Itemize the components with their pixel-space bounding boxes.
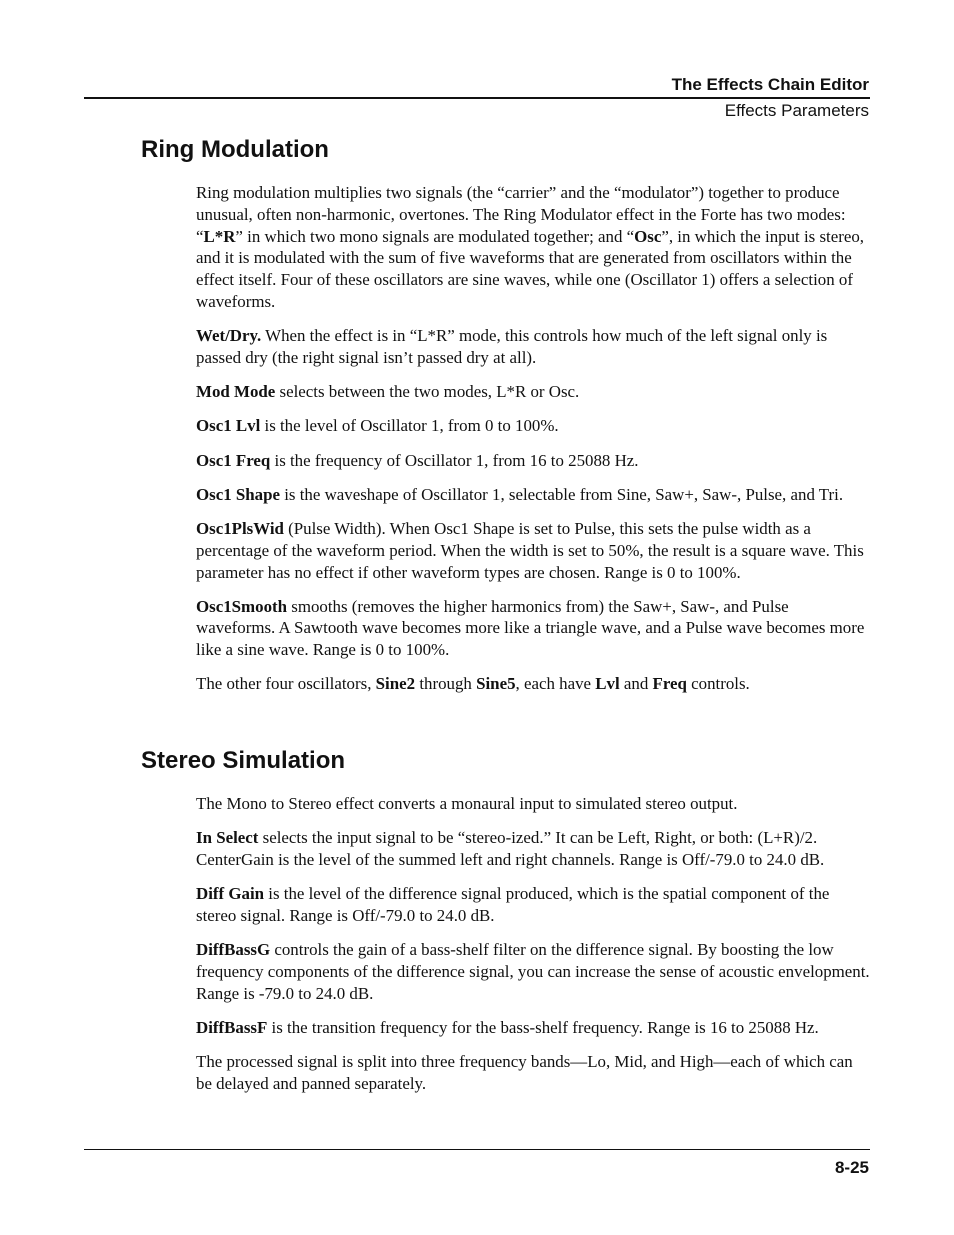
ring-modulation-body xyxy=(196,182,872,708)
param-wet-dry: Wet/Dry. When the effect is in “L*R” mode, this controls how much of the left signal only is passed dry (the right signal isn’t passed dry at all). xyxy=(196,326,828,367)
param-diff-gain: Diff Gain is the level of the difference signal produced, which is the spatial component of the stereo signal. Range is Off/-79.0 to 24.0 dB. xyxy=(196,884,830,925)
param-diff-bass-f: DiffBassF is the transition frequency for the bass-shelf frequency. Range is 16 to 25088 Hz. xyxy=(196,1017,819,1037)
running-header-title: The Effects Chain Editor xyxy=(671,75,869,94)
section-heading-stereo-simulation: Stereo Simulation xyxy=(141,747,346,774)
param-osc1-smooth: Osc1Smooth smooths (removes the higher harmonics from) the Saw+, Saw-, and Pulse waveforms. A Sawtooth wave becomes more like a triangle wave, and a Pulse wave becomes more like a sine wave. Range is 0 to 100%. xyxy=(196,596,865,660)
stereo-simulation-body xyxy=(196,793,872,1107)
stereo-processed-paragraph: The processed signal is split into three frequency bands—Lo, Mid, and High—each of which can be delayed and panned separately. xyxy=(196,1052,853,1093)
param-osc1-lvl: Osc1 Lvl is the level of Oscillator 1, from 0 to 100%. xyxy=(196,416,559,436)
param-osc1-pulse-width: Osc1PlsWid (Pulse Width). When Osc1 Shape is set to Pulse, this sets the pulse width as a percentage of the waveform period. When the width is set to 50%, the result is a square wave. This parameter has no effect if other waveform types are chosen. Range is 0 to 100%. xyxy=(196,518,864,582)
param-diff-bass-g: DiffBassG controls the gain of a bass-shelf filter on the difference signal. By boosting the low frequency components of the difference signal, you can increase the sense of acoustic envelopment. Range is -79.0 to 24.0 dB. xyxy=(196,940,870,1003)
param-in-select: In Select selects the input signal to be “stereo-ized.” It can be Left, Right, or both: (L+R)/2. CenterGain is the level of the summed left and right channels. Range is Off/-79.0 to 24.0 dB. xyxy=(196,828,825,869)
running-header-subtitle: Effects Parameters xyxy=(724,101,869,120)
footer-rule xyxy=(84,1149,870,1150)
param-mod-mode: Mod Mode selects between the two modes, L*R or Osc. xyxy=(196,382,580,402)
param-osc1-freq: Osc1 Freq is the frequency of Oscillator 1, from 16 to 25088 Hz. xyxy=(196,450,639,470)
param-osc1-shape: Osc1 Shape is the waveshape of Oscillator 1, selectable from Sine, Saw+, Saw-, Pulse, and Tri. xyxy=(196,484,844,504)
section-heading-ring-modulation: Ring Modulation xyxy=(141,136,329,163)
param-other-oscillators: The other four oscillators, Sine2 through Sine5, each have Lvl and Freq controls. xyxy=(196,674,750,694)
ring-intro-paragraph: Ring modulation multiplies two signals (the “carrier” and the “modulator”) together to produce unusual, often non-harmonic, overtones. The Ring Modulator effect in the Forte has two modes: “L*R” in which two mono signals are modulated together; and “Osc”, in which the input is stereo, and it is modulated with the sum of five waveforms that are generated from oscillators within the effect itself. Four of these oscillators are sine waves, while one (Oscillator 1) offers a selection of waveforms. xyxy=(196,183,864,311)
header-rule xyxy=(84,97,870,99)
stereo-intro-paragraph: The Mono to Stereo effect converts a monaural input to simulated stereo output. xyxy=(196,794,738,813)
page-number: 8-25 xyxy=(834,1158,869,1177)
